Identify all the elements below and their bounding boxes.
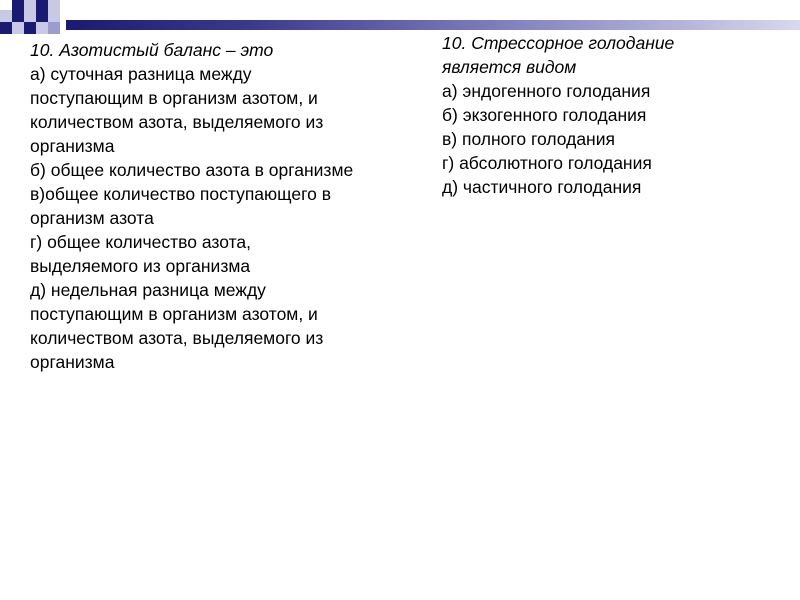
decor-square: [24, 10, 36, 22]
option-line: г) общее количество азота,: [30, 232, 251, 252]
question-title: 10. Стрессорное голодание: [442, 33, 675, 53]
option-line: д) недельная разница между: [30, 280, 266, 300]
option-line: количеством азота, выделяемого из: [30, 112, 324, 132]
decor-square: [12, 10, 24, 22]
option-line: в) полного голодания: [442, 129, 615, 149]
question-title: является видом: [442, 57, 577, 77]
option-line: организма: [30, 352, 115, 372]
option-line: г) абсолютного голодания: [442, 153, 652, 173]
left-question-block: [30, 38, 410, 374]
decor-square: [24, 0, 36, 10]
right-question-block: [442, 31, 772, 199]
option-line: организм азота: [30, 208, 154, 228]
option-line: организма: [30, 136, 115, 156]
decor-square: [36, 22, 48, 34]
option-line: б) экзогенного голодания: [442, 105, 647, 125]
decor-square: [12, 0, 24, 10]
decor-square: [36, 10, 48, 22]
decor-square: [36, 0, 48, 10]
decor-square: [48, 22, 60, 34]
option-line: д) частичного голодания: [442, 177, 642, 197]
question-title: 10. Азотистый баланс – это: [30, 40, 274, 60]
decor-square: [0, 10, 12, 22]
decor-square: [12, 22, 24, 34]
option-line: б) общее количество азота в организме: [30, 160, 354, 180]
decor-square: [48, 10, 60, 22]
option-line: количеством азота, выделяемого из: [30, 328, 324, 348]
option-line: а) суточная разница между: [30, 64, 252, 84]
decor-square: [24, 22, 36, 34]
option-line: поступающим в организм азотом, и: [30, 88, 318, 108]
option-line: поступающим в организм азотом, и: [30, 304, 318, 324]
decor-square: [48, 0, 60, 10]
top-decor-bar: [66, 20, 800, 30]
option-line: выделяемого из организма: [30, 256, 251, 276]
option-line: в)общее количество поступающего в: [30, 184, 331, 204]
decor-square: [0, 22, 12, 34]
option-line: а) эндогенного голодания: [442, 81, 651, 101]
